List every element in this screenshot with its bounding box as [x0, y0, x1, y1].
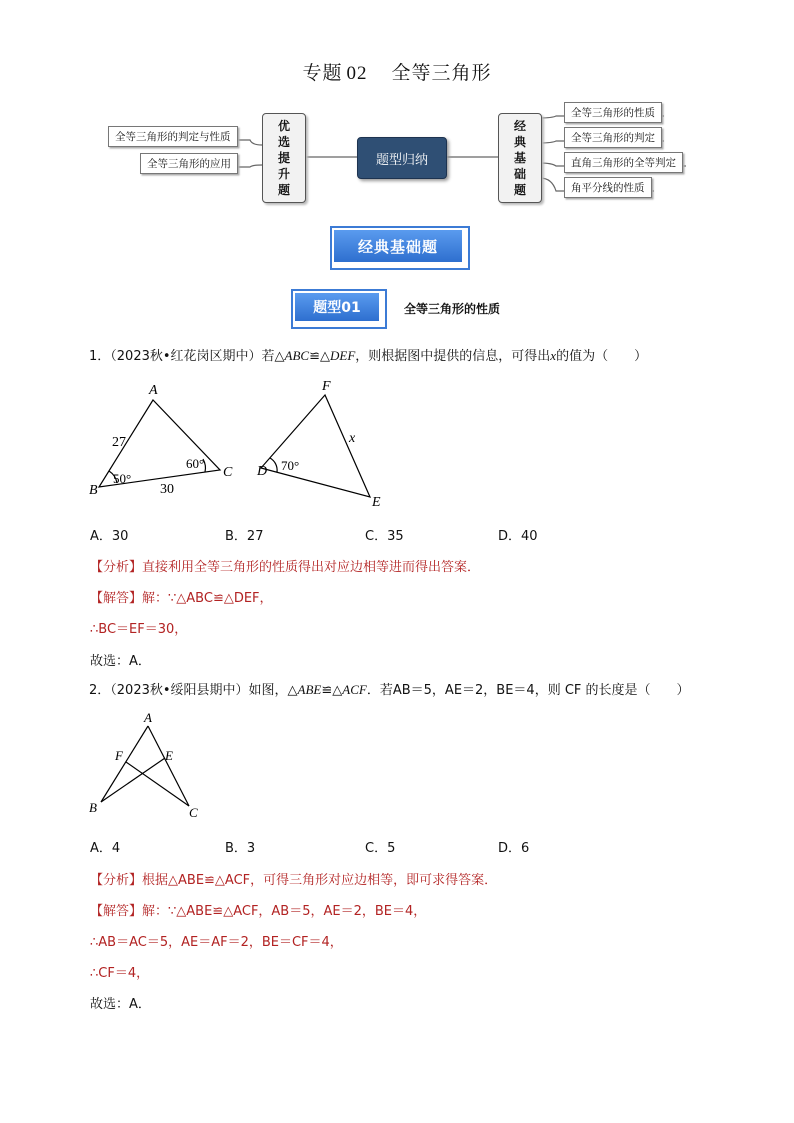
answer-line: ∴AB＝AC＝5，AE＝AF＝2，BE＝CF＝4， [90, 935, 343, 950]
question-1-answer [90, 587, 273, 606]
label-f: F [322, 379, 331, 394]
label-a: A [149, 383, 158, 398]
question-1-figure [85, 375, 395, 515]
question-1-stem [89, 347, 647, 366]
answer-line: 故选：A． [90, 654, 151, 669]
option-a[interactable]: A．4 [90, 841, 121, 856]
stem-text: AB＝5，AE＝2，BE＝4，则 CF 的长度是（ ） [392, 683, 690, 698]
mindmap-leaf: 角平分线的性质 [564, 177, 652, 198]
left-group-char: 提 [277, 151, 290, 165]
title-prefix: 专题 [302, 62, 343, 84]
stem-text: 若△ [261, 349, 285, 364]
right-group-char: 典 [513, 135, 526, 149]
label-a: A [144, 710, 152, 725]
label-c: C [223, 465, 233, 480]
mindmap-leaf: 全等三角形的判定与性质 [108, 126, 238, 147]
question-source: （2023秋•绥阳县期中） [110, 683, 249, 698]
analysis-text: 根据△ABE≌△ACF，可得三角形对应边相等，即可求得答案． [142, 873, 498, 888]
option-c[interactable]: C．35 [365, 529, 404, 544]
title-number: 02 [346, 63, 368, 84]
label-c: C [189, 805, 198, 820]
option-c[interactable]: C．5 [365, 841, 396, 856]
answer-line: ∴BC＝EF＝30， [90, 622, 188, 637]
side-ab: 27 [112, 435, 126, 450]
right-group-char: 基 [513, 151, 526, 165]
mindmap-left-group-box [262, 113, 306, 203]
analysis-tag: 【分析】 [90, 560, 143, 575]
title-name: 全等三角形 [391, 62, 492, 84]
mindmap-leaf: 直角三角形的全等判定 [564, 152, 683, 173]
question-2-answer [90, 900, 426, 919]
mindmap-connectors [0, 0, 794, 220]
right-group-char: 础 [513, 167, 526, 181]
analysis-tag: 【分析】 [90, 873, 143, 888]
section-banner [330, 226, 466, 266]
label-e: E [165, 748, 173, 763]
stem-variable: x [550, 348, 557, 363]
question-2-figure [85, 708, 215, 823]
type-tag-text: 题型01 [295, 293, 379, 321]
answer-line: 解：∵△ABC≌△DEF， [142, 591, 273, 606]
stem-text: ≌△ [309, 349, 330, 364]
right-group-char: 经 [513, 119, 526, 133]
right-group-char: 题 [513, 183, 526, 197]
label-d: D [257, 464, 268, 479]
question-1-analysis [90, 556, 480, 575]
label-b: B [89, 800, 97, 815]
stem-text: 的值为（ ） [556, 349, 648, 364]
stem-triangle: ABE [297, 682, 322, 697]
stem-text: 如图，△ [248, 683, 298, 698]
question-2-stem [89, 681, 690, 700]
mindmap-center-node: 题型归纳 [357, 137, 447, 179]
answer-line: 故选：A． [90, 997, 151, 1012]
type-name: 全等三角形的性质 [404, 302, 501, 316]
question-number: 2． [89, 683, 111, 698]
left-group-char: 升 [277, 167, 290, 181]
mindmap-leaf: 全等三角形的判定 [564, 127, 662, 148]
option-b[interactable]: B．3 [225, 841, 256, 856]
stem-text: ，则根据图中提供的信息，可得出 [355, 349, 551, 364]
mindmap-leaf: 全等三角形的性质 [564, 102, 662, 123]
angle-b: 50° [113, 471, 132, 486]
analysis-text: 直接利用全等三角形的性质得出对应边相等进而得出答案． [142, 560, 481, 575]
question-source: （2023秋•红花岗区期中） [110, 349, 262, 364]
question-2-analysis [90, 869, 497, 888]
option-a[interactable]: A．30 [90, 529, 129, 544]
stem-triangle: DEF [330, 348, 356, 363]
mindmap-leaf: 全等三角形的应用 [140, 153, 238, 174]
label-b: B [89, 483, 98, 498]
option-d[interactable]: D．6 [498, 841, 530, 856]
option-b[interactable]: B．27 [225, 529, 264, 544]
side-fe: x [349, 431, 356, 446]
type-tag [291, 289, 383, 325]
question-number: 1． [89, 349, 111, 364]
label-f: F [115, 748, 123, 763]
left-group-char: 选 [277, 135, 290, 149]
stem-text: ≌△ [321, 683, 343, 698]
answer-tag: 【解答】 [90, 591, 143, 606]
stem-triangle: ACF [342, 682, 367, 697]
stem-triangle: ABC [284, 348, 310, 363]
option-d[interactable]: D．40 [498, 529, 538, 544]
left-group-char: 题 [277, 183, 290, 197]
side-bc: 30 [160, 482, 174, 497]
answer-line: 解：∵△ABE≌△ACF，AB＝5，AE＝2，BE＝4， [142, 904, 427, 919]
angle-d: 70° [281, 458, 300, 473]
left-group-char: 优 [277, 119, 290, 133]
stem-text: ．若 [366, 683, 393, 698]
answer-tag: 【解答】 [90, 904, 143, 919]
section-banner-text: 经典基础题 [334, 230, 462, 262]
answer-line: ∴CF＝4， [90, 966, 150, 981]
angle-c: 60° [186, 456, 205, 471]
label-e: E [372, 495, 381, 510]
mindmap-right-group-box [498, 113, 542, 203]
